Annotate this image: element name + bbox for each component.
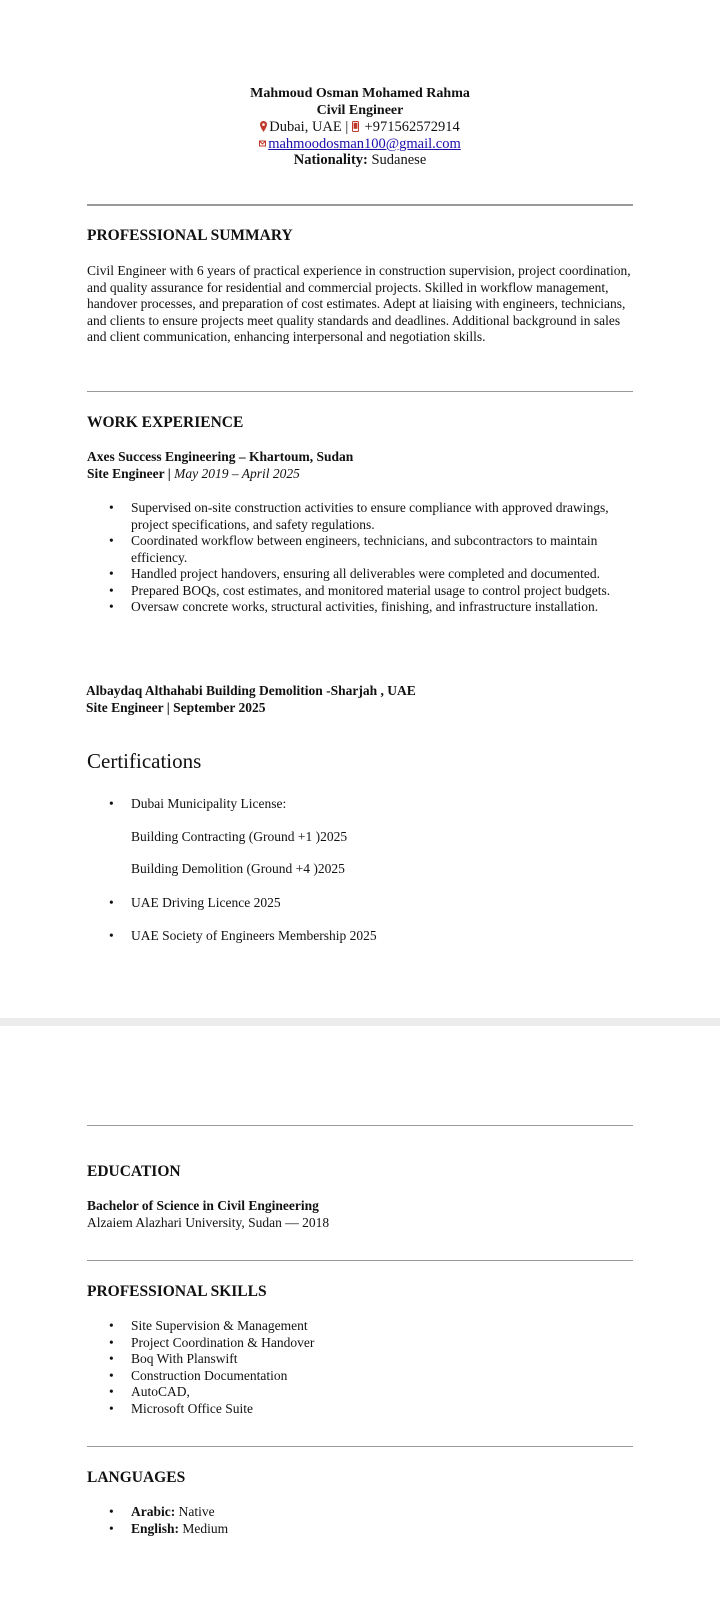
job-1-company: Axes Success Engineering – Khartoum, Sudan bbox=[87, 449, 354, 464]
certifications-list bbox=[87, 796, 633, 962]
job-1-role-line bbox=[87, 466, 633, 483]
language-level: Native bbox=[178, 1504, 215, 1519]
phone-icon bbox=[352, 121, 359, 132]
header-divider bbox=[87, 204, 633, 206]
certification-item bbox=[87, 796, 633, 878]
education-heading: EDUCATION bbox=[87, 1163, 181, 1180]
location-pin-icon bbox=[260, 121, 267, 132]
skills-heading: PROFESSIONAL SKILLS bbox=[87, 1283, 267, 1300]
certifications-heading: Certifications bbox=[87, 749, 202, 773]
skill-item: • Project Coordination & Handover bbox=[87, 1335, 633, 1352]
page-separator bbox=[0, 1018, 720, 1026]
skill-item: • Boq With Planswift bbox=[87, 1351, 633, 1368]
experience-heading: WORK EXPERIENCE bbox=[87, 414, 244, 431]
candidate-name: Mahmoud Osman Mohamed Rahma bbox=[250, 86, 470, 101]
summary-divider bbox=[87, 391, 633, 392]
education-degree: Bachelor of Science in Civil Engineering bbox=[87, 1198, 319, 1213]
job-1-header bbox=[87, 449, 633, 482]
skill-item: • AutoCAD, bbox=[87, 1384, 633, 1401]
certification-sub: Building Demolition (Ground +4 )2025 bbox=[131, 861, 345, 876]
language-level: Medium bbox=[182, 1520, 229, 1536]
email-line bbox=[0, 136, 720, 153]
location-text: Dubai, UAE | bbox=[269, 119, 349, 135]
language-item bbox=[87, 1504, 633, 1521]
job-1-bullets bbox=[87, 500, 633, 616]
nationality-label: Nationality: bbox=[293, 152, 368, 168]
job-1-bullet: • Handled project handovers, ensuring all deliverables were completed and documented. bbox=[87, 566, 633, 583]
contact-line bbox=[0, 119, 720, 136]
certification-label: Dubai Municipality License: bbox=[131, 796, 287, 811]
summary-heading: PROFESSIONAL SUMMARY bbox=[87, 227, 293, 244]
job-1-bullet: • Coordinated workflow between engineers, technicians, and subcontractors to maintain efficiency. bbox=[87, 533, 633, 566]
languages-heading: LANGUAGES bbox=[87, 1469, 186, 1486]
certification-sub: Building Contracting (Ground +1 )2025 bbox=[131, 828, 348, 844]
language-name: Arabic: bbox=[131, 1504, 176, 1519]
language-name: English: bbox=[131, 1520, 180, 1536]
job-2-header bbox=[86, 683, 632, 716]
skill-item: • Construction Documentation bbox=[87, 1368, 633, 1385]
education-entry bbox=[87, 1198, 633, 1231]
mail-icon bbox=[259, 138, 266, 149]
certification-item: • UAE Society of Engineers Membership 2025 bbox=[87, 928, 633, 945]
nationality-value: Sudanese bbox=[371, 152, 427, 168]
resume-header bbox=[0, 86, 720, 169]
skills-list bbox=[87, 1318, 633, 1417]
skill-item: • Site Supervision & Management bbox=[87, 1318, 633, 1335]
resume-page-2 bbox=[0, 1026, 720, 1610]
job-2-company: Albaydaq Althahabi Building Demolition -Sharjah , UAE bbox=[86, 683, 416, 698]
job-1-bullet: • Supervised on-site construction activities to ensure compliance with approved drawings, project specifications, and safety regulations. bbox=[87, 500, 633, 533]
language-item bbox=[87, 1521, 633, 1538]
job-1-bullet: • Oversaw concrete works, structural activities, finishing, and infrastructure installation. bbox=[87, 599, 633, 616]
skill-item: • Microsoft Office Suite bbox=[87, 1401, 633, 1418]
education-school: Alzaiem Alazhari University, Sudan — 2018 bbox=[87, 1214, 330, 1230]
email-link[interactable]: mahmoodosman100@gmail.com bbox=[268, 135, 461, 152]
languages-list bbox=[87, 1504, 633, 1537]
phone-number[interactable]: +971562572914 bbox=[364, 119, 460, 135]
job-2-role-line: Site Engineer | September 2025 bbox=[86, 699, 266, 715]
skills-divider bbox=[87, 1260, 633, 1261]
job-1-dates: May 2019 – April 2025 bbox=[174, 465, 300, 481]
languages-divider bbox=[87, 1446, 633, 1447]
summary-text: Civil Engineer with 6 years of practical experience in construction supervision, project coordination, and quality assurance for residential and commercial projects. Skilled in workflow management, handover processes, and preparation of cost estimates. Adept at liaising with engineers, technicians, and clients to ensure projects meet quality standards and deadlines. Additional background in sales and client communication, enhancing interpersonal and negotiation skills. bbox=[87, 263, 631, 344]
job-1-bullet: • Prepared BOQs, cost estimates, and monitored material usage to control project budgets. bbox=[87, 583, 633, 600]
certification-item: • UAE Driving Licence 2025 bbox=[87, 895, 633, 912]
candidate-title: Civil Engineer bbox=[316, 102, 404, 118]
education-divider bbox=[87, 1125, 633, 1126]
nationality-line bbox=[0, 152, 720, 169]
job-1-role: Site Engineer | bbox=[87, 465, 171, 481]
